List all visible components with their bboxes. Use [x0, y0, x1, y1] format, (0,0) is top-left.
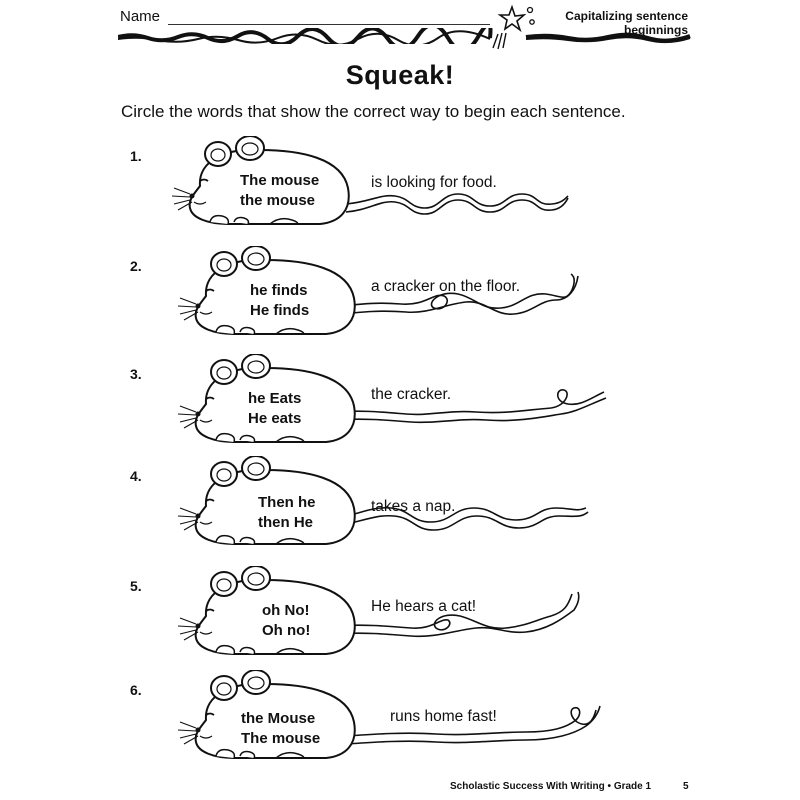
- answer-option[interactable]: Oh no!: [262, 622, 311, 639]
- answer-option[interactable]: then He: [258, 514, 314, 531]
- topic-line-1: Capitalizing sentence: [565, 9, 688, 23]
- page-title: Squeak!: [345, 60, 455, 90]
- answer-option[interactable]: he finds: [250, 282, 308, 299]
- sentence-ending: takes a nap.: [371, 498, 456, 515]
- answer-option[interactable]: The mouse: [241, 730, 321, 747]
- page-number: 5: [683, 781, 689, 792]
- sentence-ending: a cracker on the floor.: [371, 278, 521, 295]
- sentence-ending: runs home fast!: [390, 708, 497, 725]
- footer-source: Scholastic Success With Writing • Grade 1: [450, 781, 652, 792]
- question-number: 4.: [130, 468, 142, 484]
- answer-option[interactable]: The mouse: [240, 172, 320, 189]
- question-number: 6.: [130, 682, 142, 698]
- answer-option[interactable]: he Eats: [248, 390, 302, 407]
- answer-option[interactable]: the Mouse: [241, 710, 316, 727]
- answer-option[interactable]: oh No!: [262, 602, 310, 619]
- answer-option[interactable]: He eats: [248, 410, 302, 427]
- mouse-icon: [176, 246, 596, 346]
- name-label: Name: [120, 8, 161, 25]
- question-number: 1.: [130, 148, 142, 164]
- name-write-line[interactable]: [168, 24, 490, 25]
- mouse-icon: [176, 354, 616, 454]
- answer-option[interactable]: Then he: [258, 494, 316, 511]
- mouse-icon: [176, 566, 596, 666]
- sentence-ending: the cracker.: [371, 386, 452, 403]
- question-number: 2.: [130, 258, 142, 274]
- answer-option[interactable]: the mouse: [240, 192, 316, 209]
- instructions: Circle the words that show the correct way to begin each sentence.: [121, 102, 626, 121]
- topic-line-2: beginnings: [624, 23, 688, 37]
- question-number: 5.: [130, 578, 142, 594]
- question-number: 3.: [130, 366, 142, 382]
- sentence-ending: He hears a cat!: [371, 598, 477, 615]
- answer-option[interactable]: He finds: [250, 302, 310, 319]
- topic-label: [520, 9, 688, 37]
- sentence-ending: is looking for food.: [371, 174, 497, 191]
